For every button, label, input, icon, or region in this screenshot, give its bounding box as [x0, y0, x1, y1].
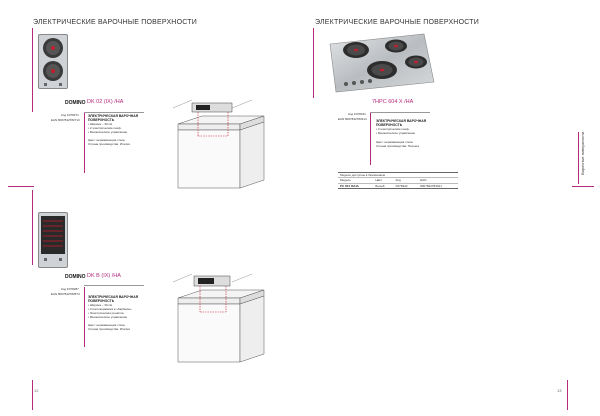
four-plate-hob-image [324, 30, 436, 94]
left-margin-mark [8, 186, 34, 187]
right-page-number: 13 [557, 388, 562, 393]
product1-brand: DOMINO [65, 100, 86, 106]
domino-hob-image [38, 34, 68, 89]
product1-feature: • 2 электрические конф. [88, 126, 122, 131]
product2-divider [84, 285, 144, 286]
right-product-info [376, 119, 466, 148]
product2-feature: • Ширина – 30 см [88, 303, 113, 308]
right-product-country: Страна производства: Польша [376, 144, 419, 149]
product2-feature: • Механическое управление [88, 315, 128, 320]
product2-code: Код F078287 [61, 287, 79, 291]
right-product-feature: • 4 электрические конф. [376, 127, 410, 132]
product2-country: Страна производства: Италия [88, 327, 130, 332]
right-side-label: Варочные поверхности [580, 131, 585, 175]
availability-cell: 8007842783421 [420, 183, 442, 188]
availability-table [338, 172, 458, 189]
right-product-code: Код F078341 [348, 112, 366, 116]
product1-side-rule [84, 113, 85, 173]
product2-title-line2: ПОВЕРХНОСТЬ [88, 299, 115, 304]
availability-cell: F078342 [395, 183, 408, 188]
product1-color: Цвет: нержавеющая сталь [88, 138, 125, 143]
product2-title-line1: ЭЛЕКТРИЧЕСКАЯ ВАРОЧНАЯ [88, 295, 139, 299]
product2-ean: EAN 8007842782874 [51, 292, 80, 296]
right-product-side-rule [370, 113, 371, 165]
product1-title-line1: ЭЛЕКТРИЧЕСКАЯ ВАРОЧНАЯ [88, 114, 139, 118]
installation-drawing-1 [170, 96, 270, 196]
right-bottom-rule [567, 380, 568, 410]
availability-header: EAN [420, 178, 427, 183]
availability-cell: PC 604 IX/HA [340, 183, 359, 188]
product1-divider [84, 112, 144, 113]
right-edge-rule [578, 132, 579, 184]
left-page-number: 12 [34, 388, 39, 393]
product2-color: Цвет: нержавеющая сталь [88, 323, 125, 328]
right-product-model: 7HPC 604 X /HA [372, 99, 414, 105]
product2-feature: • Электрическая решётка [88, 311, 124, 316]
right-product-feature: • Механическое управление [376, 131, 416, 136]
product1-feature: • Ширина – 30 см [88, 122, 113, 127]
availability-title: Модели доступны в бензиновом [338, 172, 458, 178]
product2-feature: • Стеклокерамика в «барбекю» [88, 307, 132, 312]
right-page-header: ЭЛЕКТРИЧЕСКИЕ ВАРОЧНЫЕ ПОВЕРХНОСТИ [315, 19, 479, 26]
product1-info [88, 114, 168, 146]
availability-header: Модель [340, 178, 351, 183]
right-product-divider [370, 112, 430, 113]
right-product-title-line2: ПОВЕРХНОСТЬ [376, 123, 403, 128]
left-mid-rule [32, 190, 33, 265]
right-top-rule [313, 28, 314, 98]
product1-ean: EAN 8007842782713 [51, 118, 80, 122]
left-top-rule [32, 28, 33, 112]
product1-country: Страна производства: Италия [88, 142, 130, 147]
availability-header: Код [395, 178, 401, 183]
left-page-header: ЭЛЕКТРИЧЕСКИЕ ВАРОЧНЫЕ ПОВЕРХНОСТИ [33, 19, 197, 26]
product2-brand: DOMINO [65, 274, 86, 280]
right-margin-mark [572, 186, 594, 187]
availability-cell: Белый [375, 183, 385, 188]
installation-drawing-2 [170, 268, 270, 368]
product2-info [88, 295, 168, 331]
availability-header: Цвет [375, 178, 383, 183]
right-product-title-line1: ЭЛЕКТРИЧЕСКАЯ ВАРОЧНАЯ [376, 119, 427, 123]
product1-title-line2: ПОВЕРХНОСТЬ [88, 118, 115, 123]
barbecue-domino-image [38, 212, 68, 268]
product2-side-rule [84, 287, 85, 347]
right-product-ean: EAN 8007842783414 [338, 117, 367, 121]
product1-feature: • Механическое управление [88, 130, 128, 135]
right-product-color: Цвет: нержавеющая сталь [376, 140, 413, 145]
product1-code: Код F078271 [61, 113, 79, 117]
product1-model: DK 02 (IX) /HA [87, 99, 124, 105]
left-bottom-rule [32, 380, 33, 410]
product2-model: DK B (IX) /HA [87, 273, 121, 279]
